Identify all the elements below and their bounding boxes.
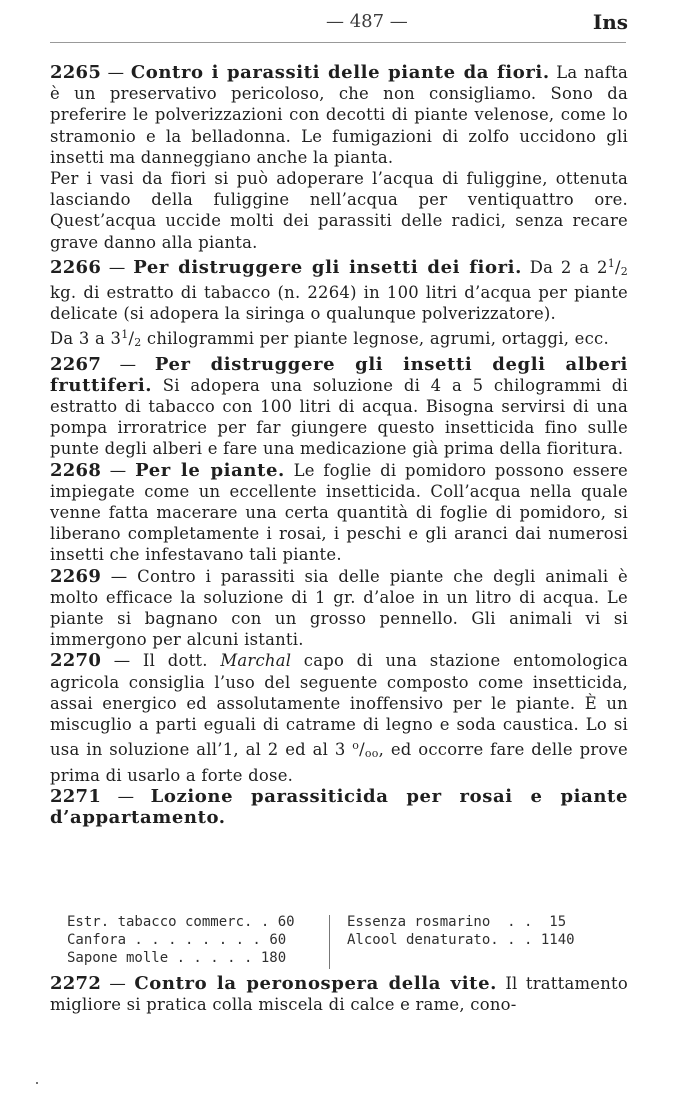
entry-text: chilogrammi per piante legnose, agrumi, ortaggi, ecc. — [141, 329, 609, 349]
author-name: Marchal — [220, 651, 292, 671]
entry-number: 2271 — [50, 785, 102, 807]
entry-heading: Per distruggere gli insetti dei fiori. — [133, 256, 522, 278]
entry-2267 — [50, 354, 628, 460]
recipe-row — [67, 913, 325, 931]
entry-dash: — — [101, 974, 135, 993]
entry-2272-paragraph — [50, 973, 628, 1015]
fraction-numerator: 1 — [121, 328, 129, 342]
entry-2266: 2266 — Per distruggere gli insetti dei fiori. Da 2 a $2^1/2$ kg. di estratto di tabacco (n. 2264) in 100 litri d’acqua per piante delicate (si adopera la siringa o qualunque polverizzatore). — [50, 256, 628, 324]
ingredient-qty: 60 — [269, 932, 287, 948]
entry-heading: Lozione parassiticida per rosai e piante d’appartamento. — [50, 785, 628, 828]
entry-text: Contro i parassiti sia delle piante che degli animali è molto efficace la soluzione di 1 gr. d’aloe in un litro di acqua. Le piante si bagnano con un grosso pennello. Gli animali vi si immergono per alcuni istanti. — [50, 566, 629, 650]
entry-number: 2265 — [50, 62, 102, 83]
entry-2265 — [50, 62, 628, 168]
entry-heading: Per distruggere gli insetti degli alberi fruttiferi. — [50, 353, 628, 396]
entry-number: 2268 — [50, 459, 102, 481]
entry-text: kg. di estratto di tabacco (n. 2264) in 100 litri d’acqua per piante delicate (si adopera la siringa o qualunque polverizzatore). — [50, 283, 628, 324]
entry-number: 2272 — [50, 973, 102, 994]
ingredient-qty: 15 — [549, 914, 567, 930]
entry-text: Si adopera una soluzione di 4 a 5 chilogrammi di estratto di tabacco con 100 litri di acqua. Bisogna servirsi di una pompa irroratrice per far giungere questo insetticida fino sulle punte degli alberi e fare una medicazione già prima della fioritura. — [50, 375, 628, 459]
entry-text: Per i vasi da fiori si può adoperare l’acqua di fuliggine, ottenuta lasciando della fuliggine nell’acqua per ventiquattro ore. Quest’acqua uccide molti dei parassiti delle radici, senza recare grave danno alla pianta. — [50, 169, 628, 252]
entry-dash: — — [101, 566, 138, 586]
recipe-right-column — [347, 913, 597, 949]
recipe-row — [67, 931, 325, 949]
entry-dash: — — [101, 354, 155, 374]
entry-text: Il dott. — [142, 651, 221, 671]
entry-dash: — — [101, 651, 143, 671]
entry-2265-para-2 — [50, 168, 628, 253]
ingredient-label: Alcool denaturato. . . — [347, 932, 533, 948]
recipe-left-column — [67, 913, 325, 967]
entry-text: Da 3 a 3 — [50, 329, 122, 349]
entry-number: 2267 — [50, 353, 102, 375]
entry-dash: — — [101, 63, 131, 82]
entry-2272 — [50, 973, 628, 1015]
recipe-row — [67, 949, 325, 967]
recipe-row — [347, 931, 597, 949]
ingredient-label: Estr. tabacco commerc. . — [67, 914, 270, 930]
per-mille-sup: o — [352, 739, 360, 753]
entry-number: 2270 — [50, 650, 102, 672]
entry-text: Il trattamento migliore si pratica colla miscela di calce e rame, cono- — [50, 974, 628, 1015]
entry-text: , ed occorre fare delle prove prima di usarlo a forte dose. — [50, 740, 628, 785]
entry-text: La nafta è un preservativo pericoloso, che non consigliamo. Sono da preferire le polverizzazioni con decotti di piante velenose, come lo stramonio e la belladonna. Le fumigazioni di zolfo uccidono gli insetti ma danneggiano anche la pianta. — [50, 63, 628, 167]
entry-heading: Contro la peronospera della vite. — [134, 973, 498, 994]
fraction-numerator: 1 — [607, 256, 615, 270]
entry-dash: — — [101, 257, 134, 277]
fraction-denominator: 2 — [134, 336, 142, 350]
page-header — [50, 10, 628, 34]
margin-speck — [36, 1082, 38, 1084]
ingredient-qty: 1140 — [540, 932, 575, 948]
entry-text: Le foglie di pomidoro possono essere impiegate come un eccellente insetticida. Coll’acqua nella quale venne fatta macerare una certa quantità di foglie di pomidoro, si liberano completamente i rosai, i peschi e gli aranci dai numerosi insetti che infestavano tali piante. — [50, 460, 628, 565]
main-text — [50, 62, 628, 828]
entry-heading: Per le piante. — [135, 459, 285, 481]
running-head: Ins — [592, 10, 628, 34]
entry-2270: 2270 — Il dott. Marchal capo di una stazione entomologica agricola consiglia l’uso del seguente composto come insetticida, assai energico ed assolutamente inoffensivo per le piante. È un miscuglio a parti eguali di catrame di legno e soda caustica. Lo si usa in soluzione all’1, al 2 ed al 3 $^o$/oo, ed occorre fare delle prove prima di usarlo a forte dose. — [50, 650, 628, 785]
ingredient-label: Sapone molle . . . . . — [67, 950, 253, 966]
entry-text: capo di una stazione entomologica agricola consiglia l’uso del seguente composto come insetticida, assai energico ed assolutamente inoffensivo per le piante. È un miscuglio a parti eguali di catrame di legno e soda caustica. Lo si usa in soluzione all’1, al 2 ed al 3 — [50, 651, 628, 760]
entry-2266-para-2: Da 3 a $3^1/2$ chilogrammi per piante legnose, agrumi, ortaggi, ecc. — [50, 328, 609, 350]
fraction-denominator: 2 — [620, 264, 628, 278]
recipe-row — [347, 913, 597, 931]
entry-number: 2269 — [50, 565, 102, 587]
per-mille-sub: oo — [364, 747, 379, 761]
ingredient-label: Canfora . . . . . . . . — [67, 932, 261, 948]
entry-2269 — [50, 566, 628, 651]
entry-2271 — [50, 786, 628, 828]
ingredient-qty: 180 — [260, 950, 287, 966]
entry-dash: — — [101, 786, 151, 806]
entry-number: 2266 — [50, 256, 102, 278]
ingredient-qty: 60 — [277, 914, 295, 930]
entry-heading: Contro i parassiti delle piante da fiori. — [130, 62, 550, 83]
ingredient-label: Essenza rosmarino . . — [347, 914, 533, 930]
entry-text: Da 2 a 2 — [522, 257, 608, 277]
header-rule — [50, 42, 626, 43]
entry-2268 — [50, 460, 628, 566]
entry-dash: — — [101, 460, 136, 480]
page-number: — 487 — — [326, 11, 408, 32]
recipe-divider — [329, 915, 330, 969]
